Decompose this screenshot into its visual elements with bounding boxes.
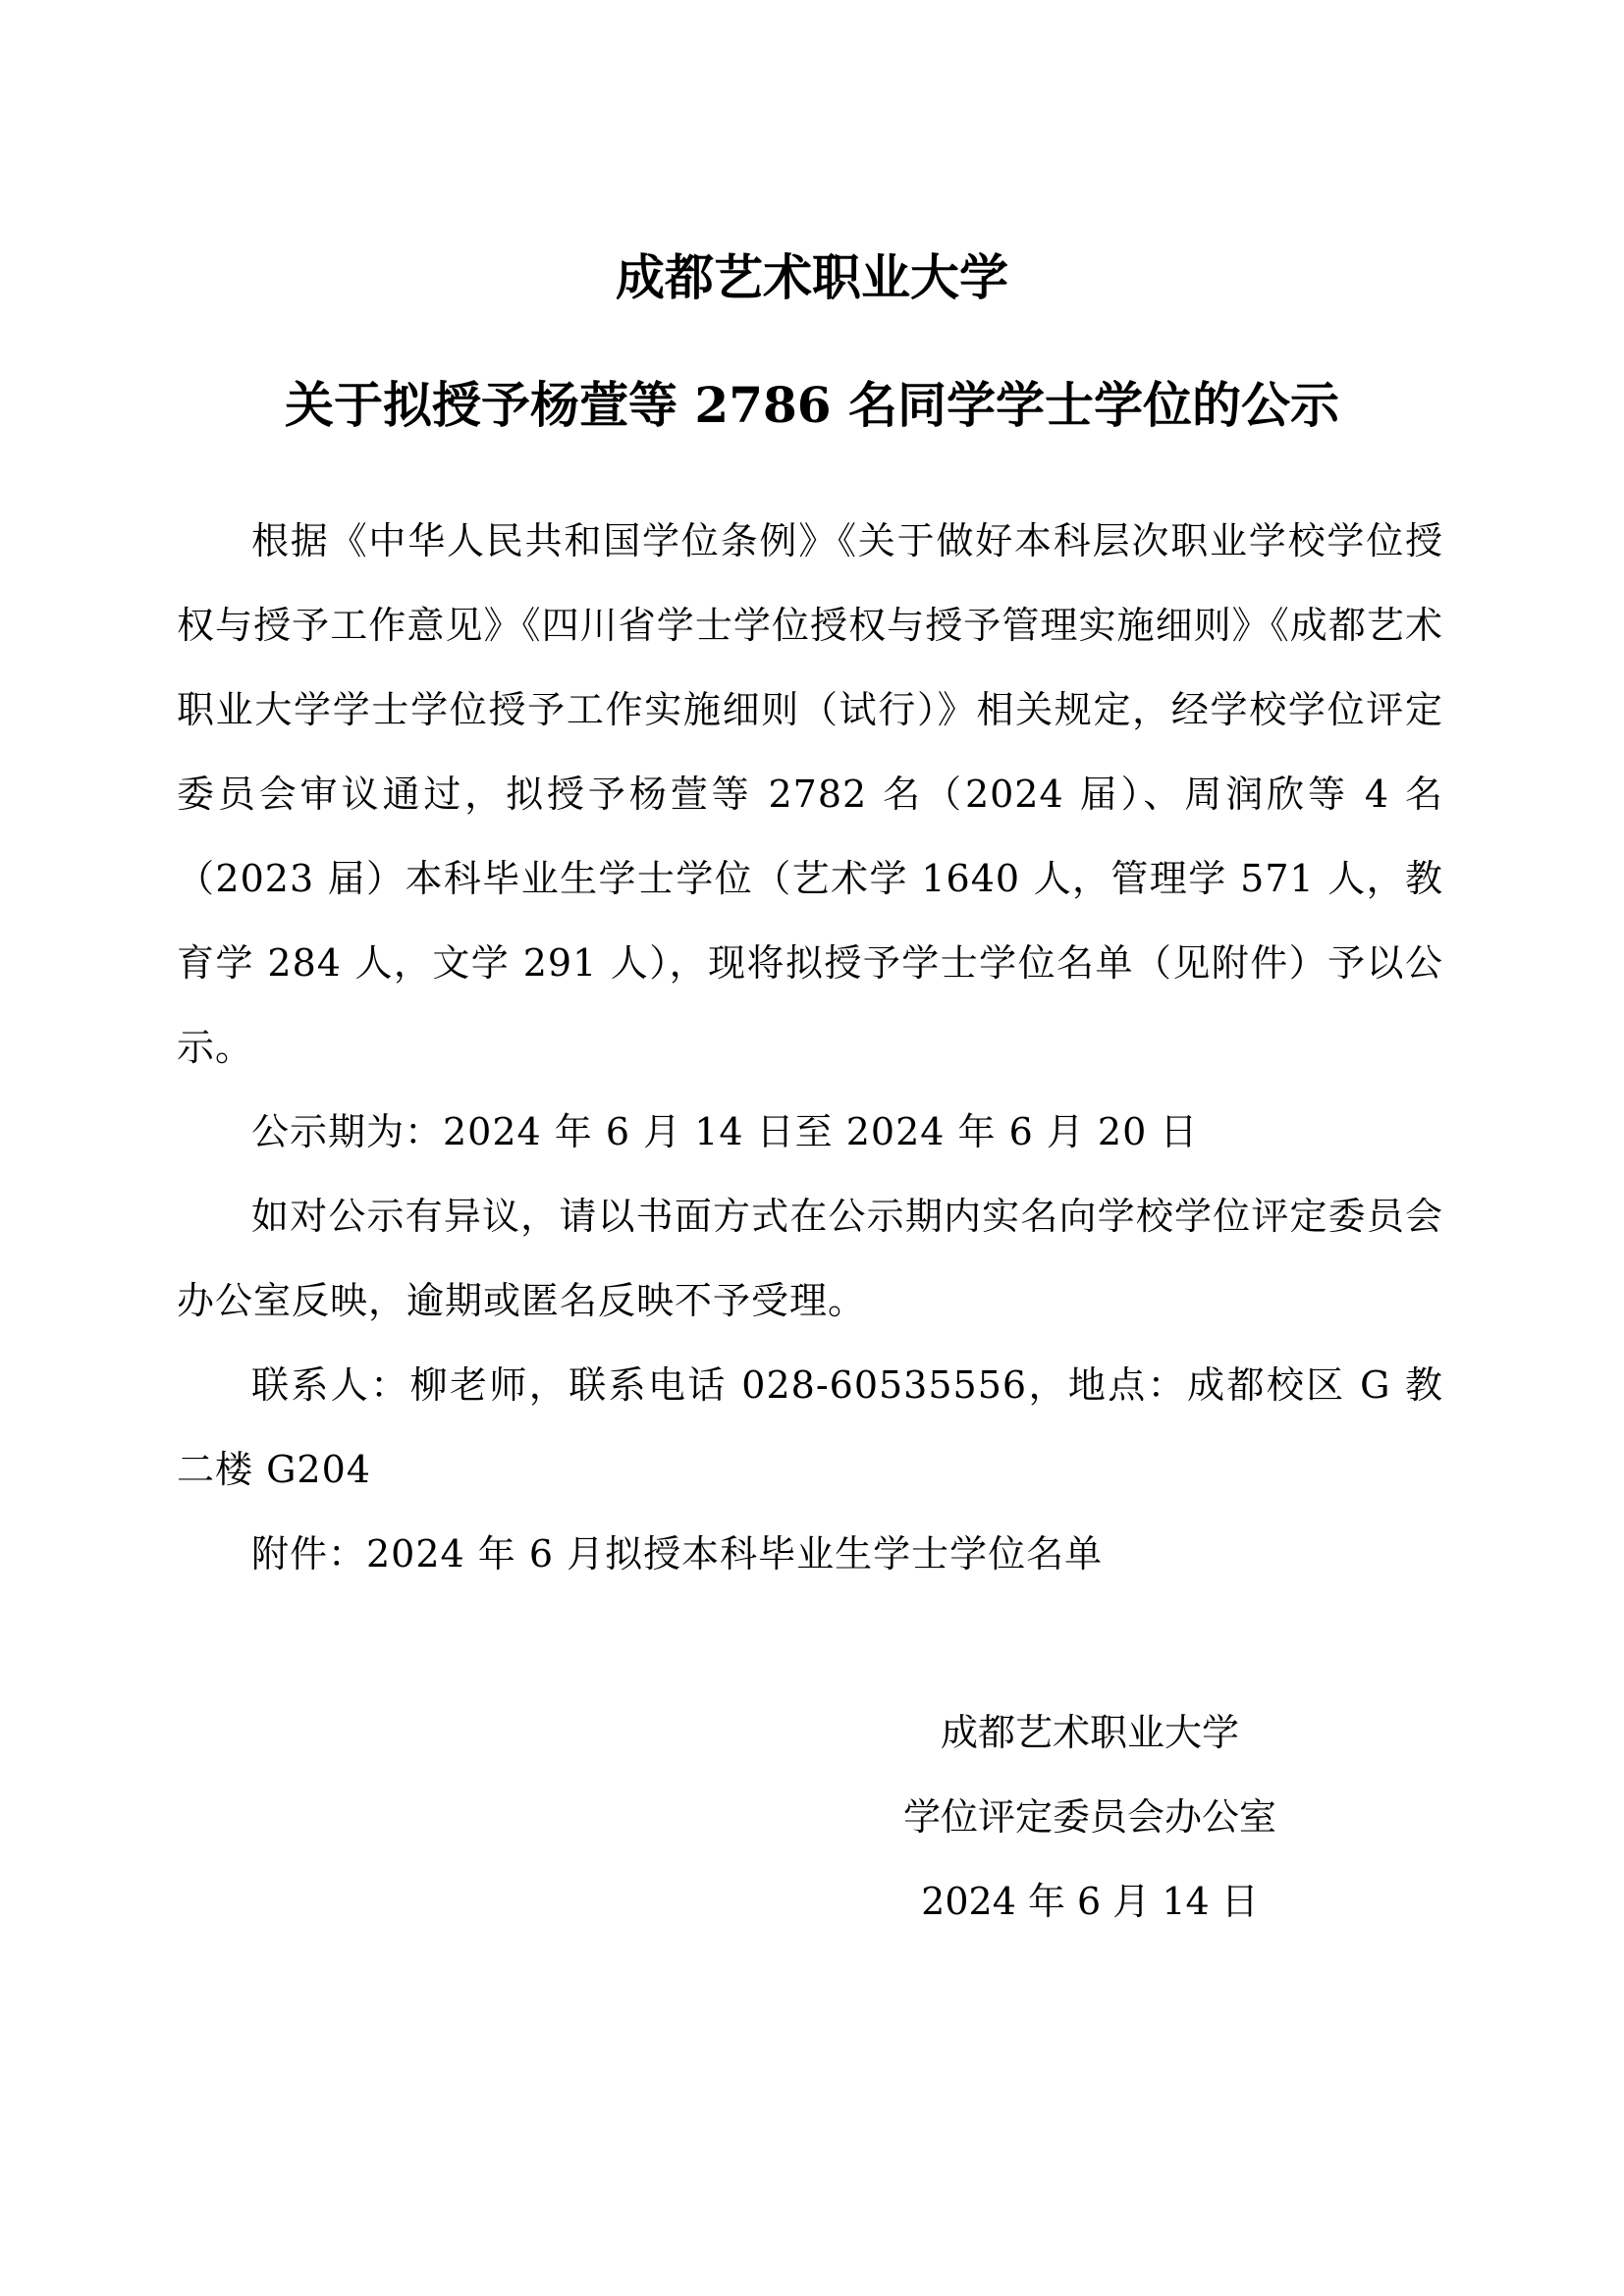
paragraph-contact: 联系人：柳老师，联系电话 028-60535556，地点：成都校区 G 教二楼 G204 xyxy=(177,1363,1443,1491)
paragraph-attachment: 附件：2024 年 6 月拟授本科毕业生学士学位名单 xyxy=(251,1532,1104,1575)
document-title-org: 成都艺术职业大学 xyxy=(616,248,1008,306)
signature-org: 成都艺术职业大学 xyxy=(940,1711,1239,1754)
paragraph-basis: 根据《中华人民共和国学位条例》《关于做好本科层次职业学校学位授权与授予工作意见》《四川省学士学位授权与授予管理实施细则》《成都艺术职业大学学士学位授予工作实施细则（试行）》相关规定，经学校学位评定委员会审议通过，拟授予杨萱等 2782 名（2024 届）、周润欣等 4 名（2023 届）本科毕业生学士学位（艺术学 1640 人，管理学 571 人，教育学 284 人，文学 291 人），现将拟授予学士学位名单（见附件）予以公示。 xyxy=(177,519,1443,1069)
signature-date: 2024 年 6 月 14 日 xyxy=(921,1880,1259,1923)
document-body xyxy=(177,499,1443,1596)
signature-block xyxy=(864,1690,1316,1944)
paragraph-period: 公示期为：2024 年 6 月 14 日至 2024 年 6 月 20 日 xyxy=(251,1110,1199,1153)
document-title-subject: 关于拟授予杨萱等 2786 名同学学士学位的公示 xyxy=(285,376,1339,434)
paragraph-objection: 如对公示有异议，请以书面方式在公示期内实名向学校学位评定委员会办公室反映，逾期或匿名反映不予受理。 xyxy=(177,1195,1443,1322)
signature-office: 学位评定委员会办公室 xyxy=(902,1795,1276,1839)
